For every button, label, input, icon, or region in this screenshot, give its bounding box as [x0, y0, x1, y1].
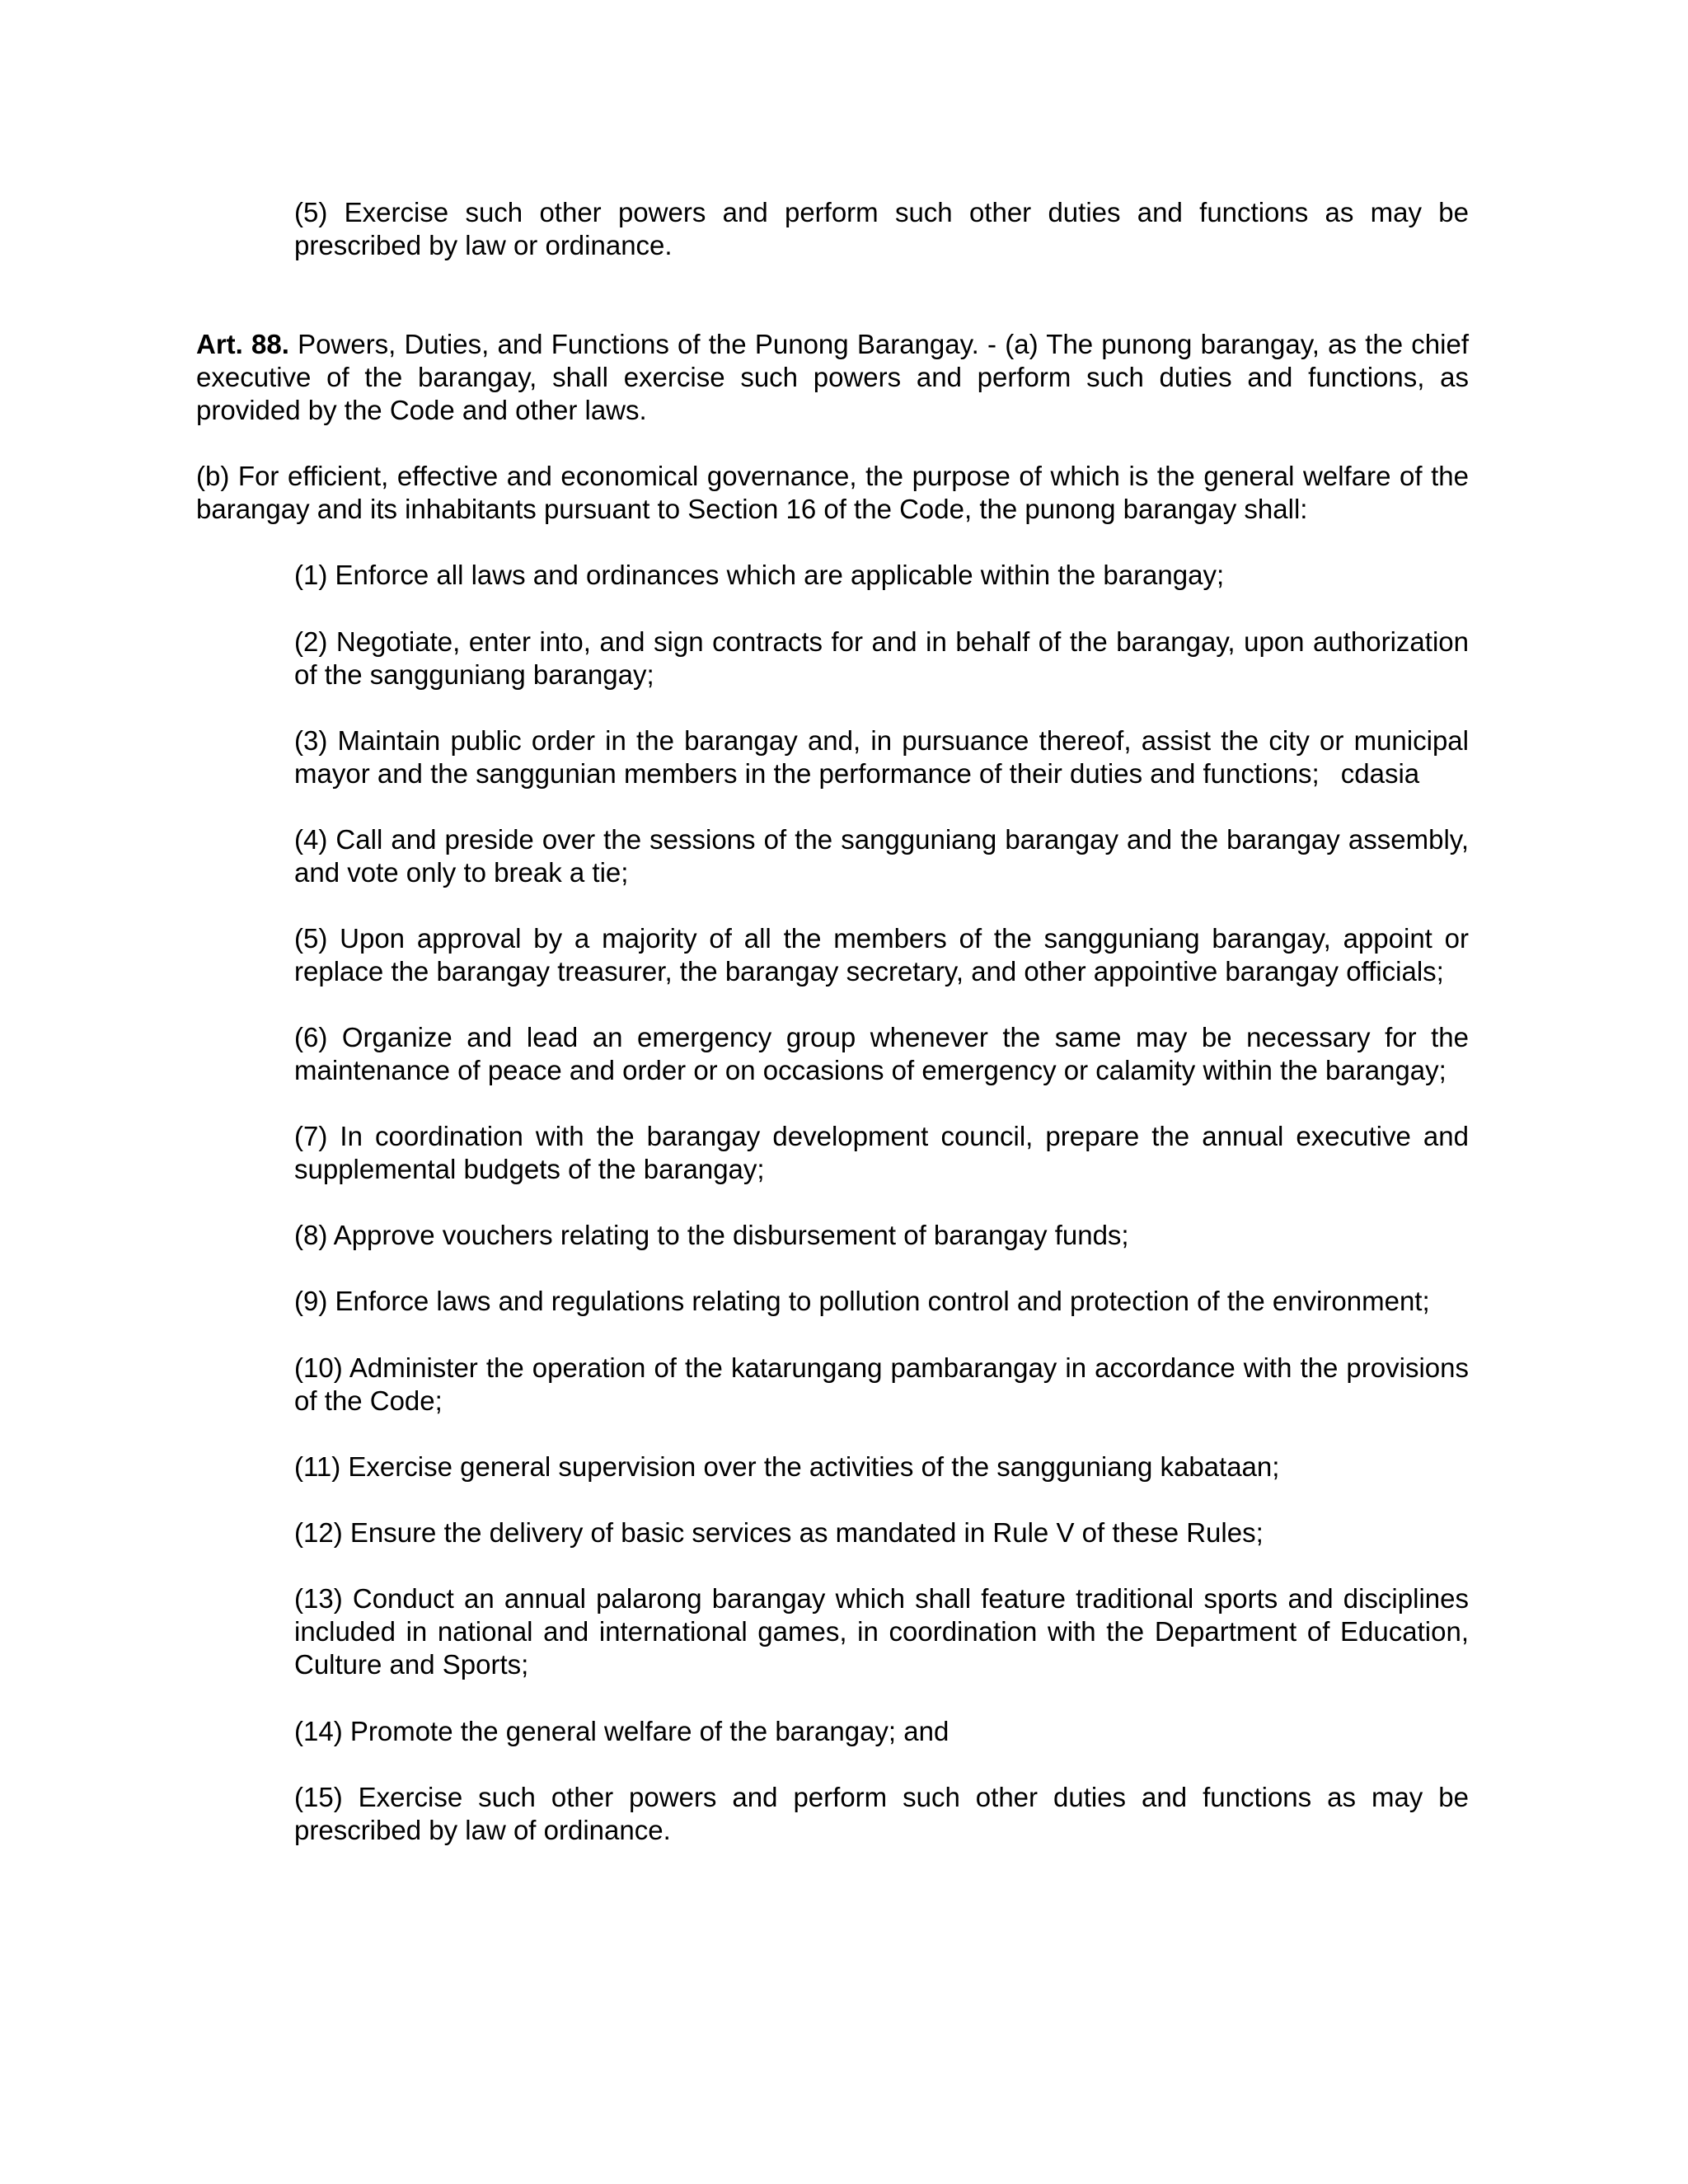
list-item-8: (8) Approve vouchers relating to the disbursement of barangay funds; [294, 1220, 1129, 1250]
list-item-12: (12) Ensure the delivery of basic services as mandated in Rule V of these Rules; [294, 1517, 1264, 1548]
list-item-2: (2) Negotiate, enter into, and sign contracts for and in behalf of the barangay, upon authorization of the sangguniang barangay; [294, 626, 1469, 690]
list-item-15: (15) Exercise such other powers and perform such other duties and functions as may be prescribed by law of ordinance. [294, 1782, 1469, 1845]
list-item-5: (5) Upon approval by a majority of all the members of the sangguniang barangay, appoint or replace the barangay treasurer, the barangay secretary, and other appointive barangay officials; [294, 923, 1469, 987]
list-item-3-text: (3) Maintain public order in the barangay and, in pursuance thereof, assist the city or municipal mayor and the sanggunian members in the performance of their duties and functions; [294, 725, 1469, 789]
list-item-4: (4) Call and preside over the sessions of the sangguniang barangay and the barangay assembly, and vote only to break a tie; [294, 824, 1469, 888]
list-item-10: (10) Administer the operation of the katarungang pambarangay in accordance with the provisions of the Code; [294, 1352, 1469, 1416]
article-88-para-a [196, 328, 1469, 427]
list-item-6: (6) Organize and lead an emergency group whenever the same may be necessary for the maintenance of peace and order or on occasions of emergency or calamity within the barangay; [294, 1022, 1469, 1085]
article-88-para-b: (b) For efficient, effective and economical governance, the purpose of which is the general welfare of the barangay and its inhabitants pursuant to Section 16 of the Code, the punong barangay shall: [196, 461, 1469, 524]
article-para-a-text: Powers, Duties, and Functions of the Punong Barangay. - (a) The punong barangay, as the chief executive of the barangay, shall exercise such powers and perform such duties and functions, as provided by the Code and other laws. [196, 329, 1469, 425]
list-item-9: (9) Enforce laws and regulations relating to pollution control and protection of the environment; [294, 1286, 1430, 1316]
list-item-13: (13) Conduct an annual palarong barangay which shall feature traditional sports and disciplines included in national and international games, in coordination with the Department of Education, Culture and Sports; [294, 1583, 1469, 1680]
list-item-1: (1) Enforce all laws and ordinances which are applicable within the barangay; [294, 560, 1225, 590]
cdasia-marker: cdasia [1340, 758, 1420, 789]
list-item-14: (14) Promote the general welfare of the barangay; and [294, 1716, 950, 1746]
list-item-3 [294, 724, 1469, 790]
list-item-11: (11) Exercise general supervision over the activities of the sangguniang kabataan; [294, 1451, 1280, 1482]
article-label: Art. 88. [196, 329, 289, 359]
list-item-7: (7) In coordination with the barangay development council, prepare the annual executive and supplemental budgets of the barangay; [294, 1121, 1469, 1184]
intro-item-5: (5) Exercise such other powers and perform such other duties and functions as may be prescribed by law or ordinance. [294, 197, 1469, 260]
